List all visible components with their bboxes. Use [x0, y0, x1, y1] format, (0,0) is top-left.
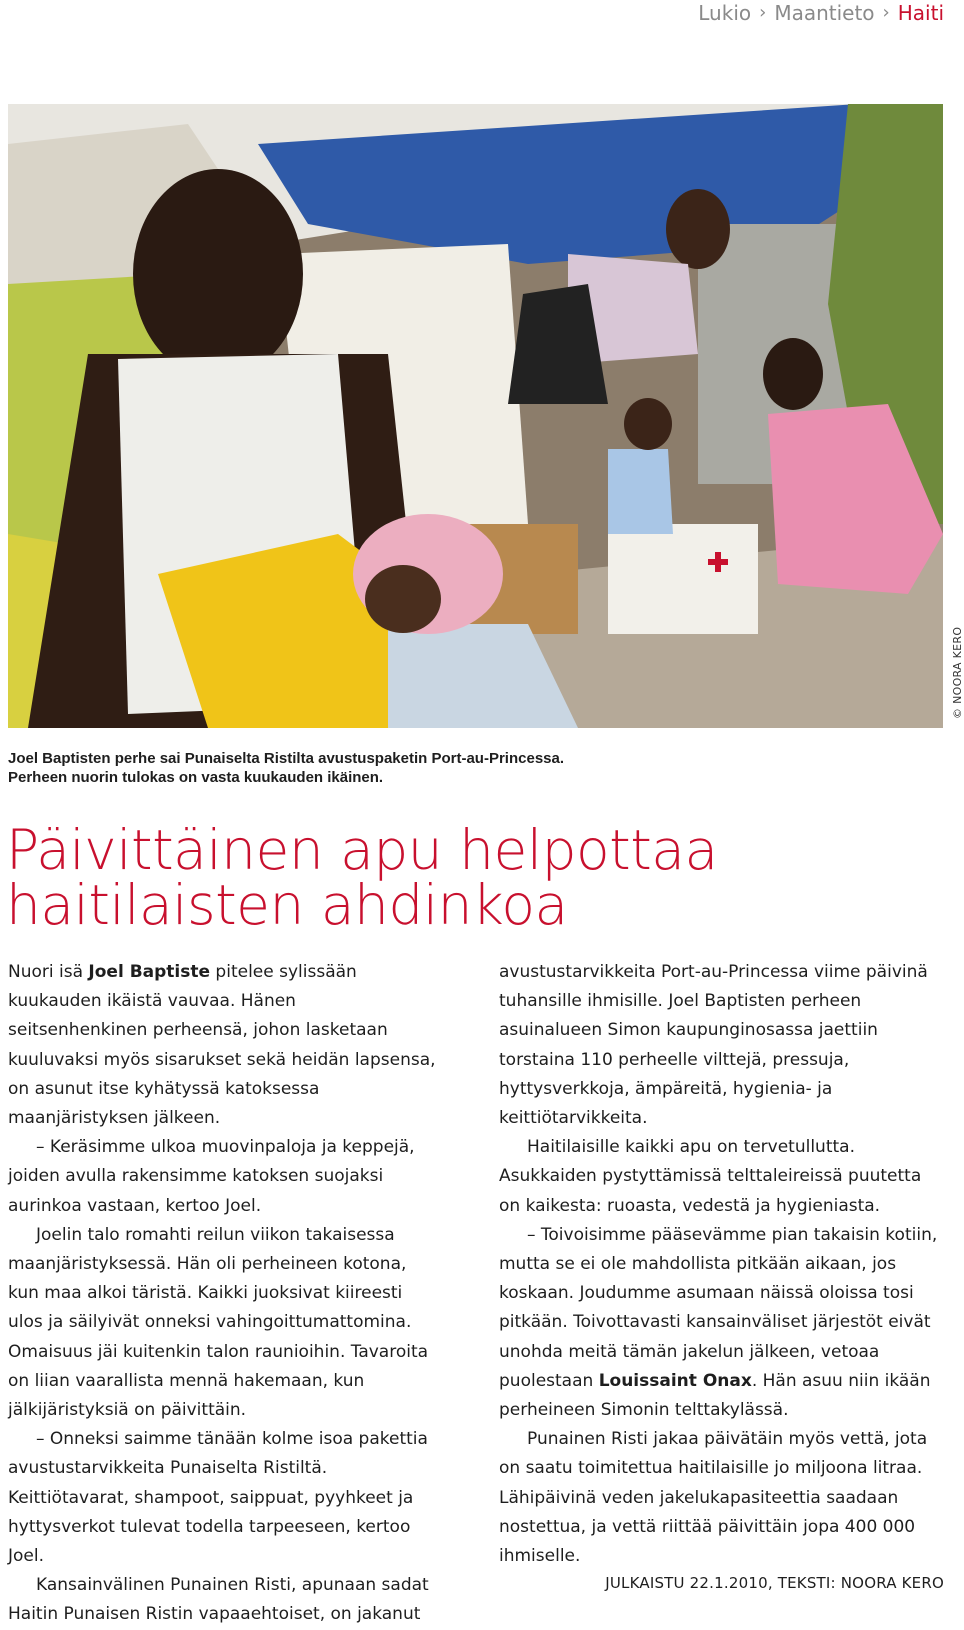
paragraph [8, 958, 438, 1133]
text-run: pitelee sylissään kuukauden ikäistä vauvaa. Hänen seitsenhenkinen perheensä, johon lasketaan kuuluvaksi myös sisarukset sekä heidän lapsensa, on asunut itse kyhätyssä katoksessa maanjäristyksen jälkeen. [8, 962, 436, 1129]
paragraph: avustustarvikkeita Port-au-Princessa viime päivinä tuhansille ihmisille. Joel Baptisten perheen asuinalueen Simon kaupunginosassa jaettiin torstaina 110 perheelle vilttejä, pressuja, hyttysverkkoja, ämpäreitä, hygienia- ja keittiötarvikkeita. [499, 962, 928, 1129]
breadcrumb-item-maantieto[interactable]: Maantieto [774, 1, 875, 25]
text-run: – Toivoisimme pääsevämme pian takaisin kotiin, mutta se ei ole mahdollista pitkään aikaan, jos koskaan. Joudumme asumaan näissä oloissa tosi pitkään. Toivottavasti kansainväliset järjestöt eivät unohda meitä tämän jakelun jälkeen, vetoaa puolestaan [499, 1224, 938, 1391]
headline-line: Päivittäinen apu helpottaa [6, 818, 718, 882]
photo-caption [8, 749, 648, 787]
article-column-left [8, 958, 438, 1630]
person-name: Louissaint Onax [598, 1370, 752, 1391]
text-run: Nuori isä [8, 962, 89, 982]
breadcrumb-chevron-icon: › [759, 2, 767, 23]
photo-illustration [8, 104, 943, 728]
article-headline [6, 818, 906, 937]
paragraph: Kansainvälinen Punainen Risti, apunaan sadat Haitin Punaisen Ristin vapaaehtoiset, on jakanut [8, 1575, 429, 1625]
paragraph: – Keräsimme ulkoa muovinpaloja ja keppejä, joiden avulla rakensimme katoksen suojaksi aurinkoa vastaan, kertoo Joel. [8, 1137, 415, 1216]
breadcrumb-item-lukio[interactable]: Lukio [698, 1, 752, 25]
breadcrumb-chevron-icon: › [882, 2, 890, 23]
article-column-right [499, 958, 939, 1571]
paragraph: – Onneksi saimme tänään kolme isoa pakettia avustustarvikkeita Punaiselta Ristiltä. Keittiötavarat, shampoot, saippuat, pyyhkeet ja hyttysverkot tulevat todella tarpeeseen, kertoo Joel. [8, 1429, 428, 1567]
headline-line: haitilaisten ahdinkoa [6, 873, 568, 937]
caption-line: Joel Baptisten perhe sai Punaiselta Ristilta avustuspaketin Port-au-Princessa. [8, 750, 565, 767]
breadcrumb [698, 0, 944, 26]
paragraph: Punainen Risti jakaa päivätäin myös vettä, jota on saatu toimitettua haitilaisille jo miljoona litraa. Lähipäivinä veden jakelukapasiteettia saadaan nostettua, ja vettä riittää päivittäin jopa 400 000 ihmiselle. [499, 1429, 928, 1567]
paragraph: Haitilaisille kaikki apu on tervetullutta. Asukkaiden pystyttämissä telttaleireissä puutetta on kaikesta: ruoasta, vedestä ja hygieniasta. [499, 1137, 922, 1216]
publication-info: JULKAISTU 22.1.2010, TEKSTI: NOORA KERO [605, 1574, 944, 1592]
caption-line: Perheen nuorin tulokas on vasta kuukauden ikäinen. [8, 769, 384, 786]
article-photo [8, 104, 943, 728]
photo-credit: © NOORA KERO [951, 626, 964, 719]
person-name: Joel Baptiste [88, 962, 211, 982]
text-run: . Hän asuu niin ikään perheineen Simonin telttakylässä. [499, 1370, 931, 1421]
paragraph [499, 1221, 939, 1425]
paragraph: Joelin talo romahti reilun viikon takaisessa maanjäristyksessä. Hän oli perheineen kotona, kun maa alkoi täristä. Kaikki juoksivat kiireesti ulos ja säilyivät onneksi vahingoittumattomina. Omaisuus jäi kuitenkin talon raunioihin. Tavaroita on liian vaarallista mennä hakemaan, kun jälkijäristyksiä on päivittäin. [8, 1224, 429, 1421]
breadcrumb-item-current: Haiti [897, 1, 944, 25]
